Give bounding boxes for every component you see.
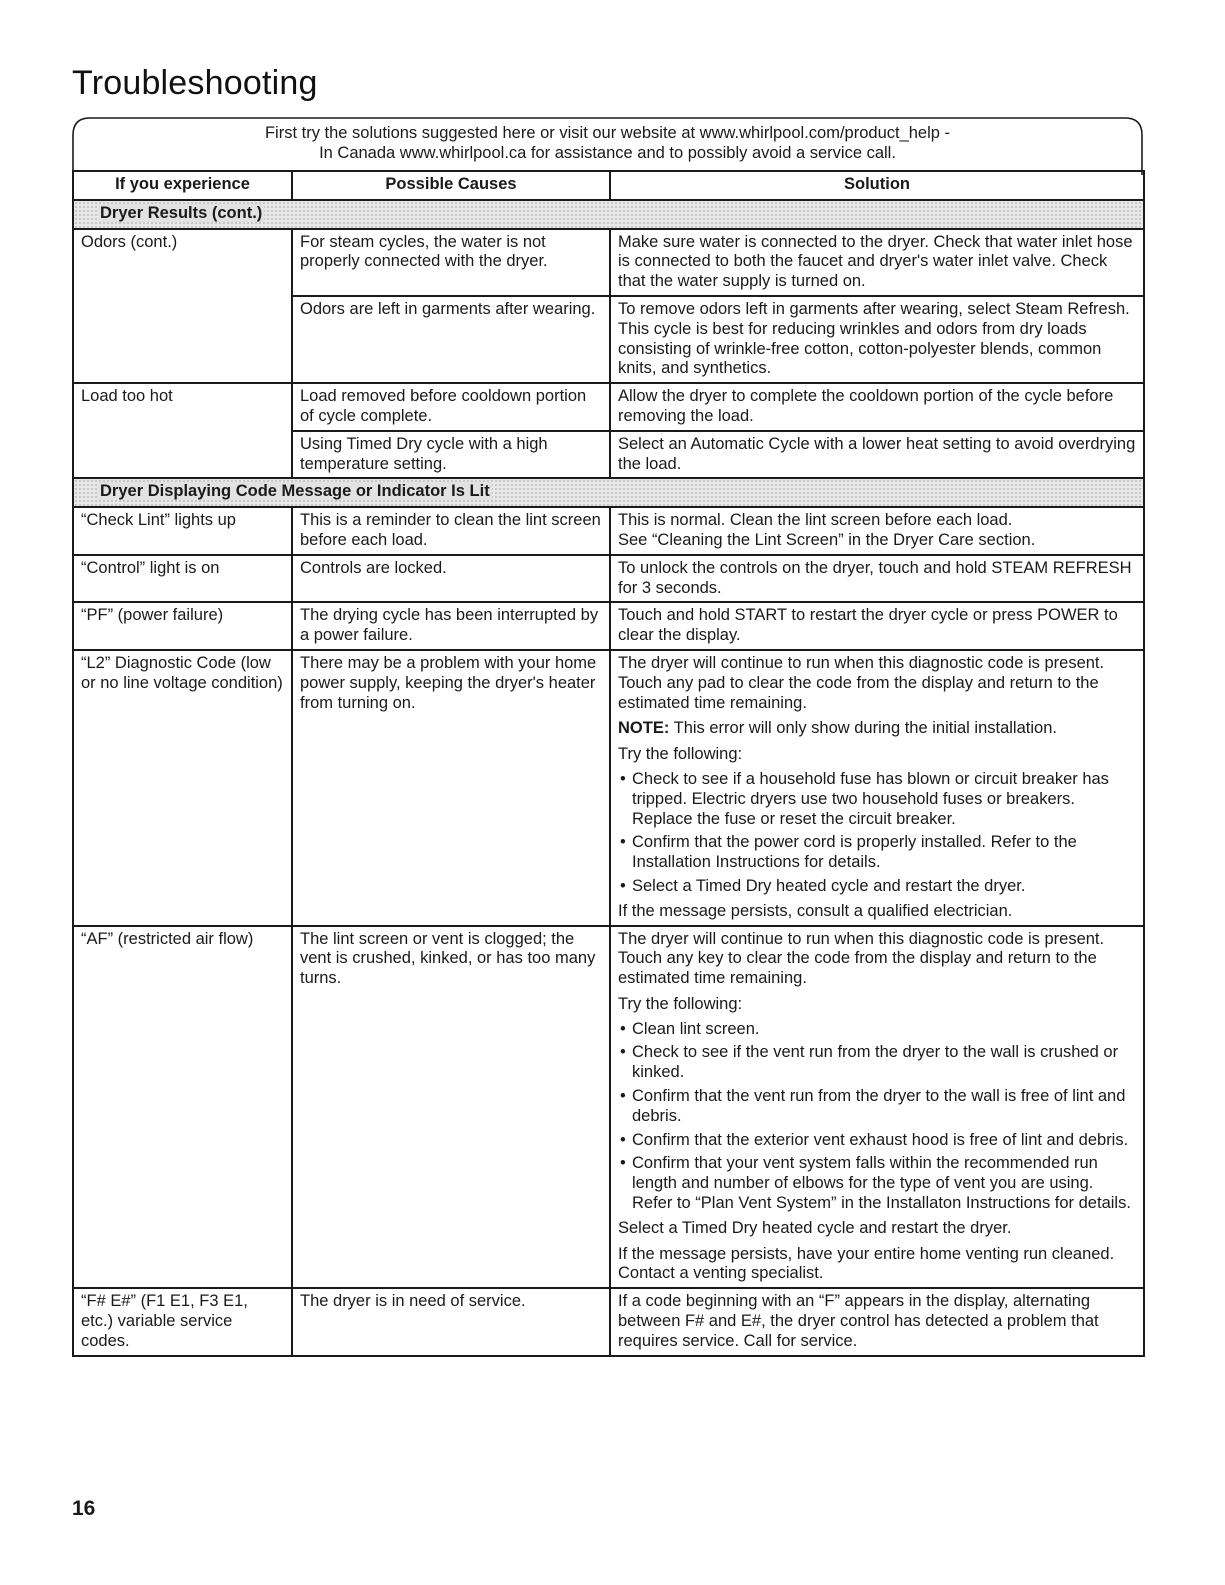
list-item: • Select a Timed Dry heated cycle and restart the dryer. [618, 877, 1136, 897]
list-item: • Confirm that your vent system falls within the recommended run length and number of elbows for the type of vent you are using. Refer to “Plan Vent System” in the Installaton Instructions for details. [618, 1154, 1136, 1213]
page-number: 16 [72, 1497, 96, 1520]
solution-line: This is normal. Clean the lint screen before each load. [618, 511, 1013, 530]
cause-cell: The lint screen or vent is clogged; the vent is crushed, kinked, or has too many turns. [292, 926, 610, 1289]
solution-cell: To remove odors left in garments after wearing, select Steam Refresh. This cycle is best for reducing wrinkles and odors from dry loads consisting of wrinkle-free cotton, cotton-polyester blends, common knits, and synthetics. [610, 296, 1144, 383]
solution-paragraph: Select a Timed Dry heated cycle and restart the dryer. [618, 1218, 1012, 1237]
symptom-cell-continued [73, 431, 292, 479]
table-row [73, 431, 1144, 479]
symptom-cell: “PF” (power failure) [73, 602, 292, 650]
solution-cell: Allow the dryer to complete the cooldown portion of the cycle before removing the load. [610, 383, 1144, 431]
intro-line-2: In Canada www.whirlpool.ca for assistance and to possibly avoid a service call. [319, 144, 896, 162]
table-row [73, 507, 1144, 555]
solution-paragraph: The dryer will continue to run when this diagnostic code is present. Touch any key to clear the code from the display and return to the estimated time remaining. [618, 929, 1105, 988]
table-row [73, 650, 1144, 926]
cause-cell: There may be a problem with your home power supply, keeping the dryer's heater from turning on. [292, 650, 610, 926]
solution-paragraph: The dryer will continue to run when this diagnostic code is present. Touch any pad to clear the code from the display and return to the estimated time remaining. [618, 653, 1105, 712]
solution-cell: If a code beginning with an “F” appears in the display, alternating between F# and E#, the dryer control has detected a problem that requires service. Call for service. [610, 1288, 1144, 1355]
table-row [73, 383, 1144, 431]
bullet-list [618, 1020, 1136, 1214]
list-item: • Clean lint screen. [618, 1020, 1136, 1040]
header-solution: Solution [610, 171, 1144, 200]
bullet-list [618, 770, 1136, 897]
cause-cell: Load removed before cooldown portion of cycle complete. [292, 383, 610, 431]
list-item: • Confirm that the exterior vent exhaust hood is free of lint and debris. [618, 1131, 1136, 1151]
list-item: • Confirm that the vent run from the dryer to the wall is free of lint and debris. [618, 1087, 1136, 1127]
cause-cell: The dryer is in need of service. [292, 1288, 610, 1355]
list-item: • Check to see if the vent run from the dryer to the wall is crushed or kinked. [618, 1043, 1136, 1083]
symptom-cell: “AF” (restricted air flow) [73, 926, 292, 1289]
try-following: Try the following: [618, 994, 743, 1013]
table-header-row [73, 171, 1144, 200]
symptom-cell: “Check Lint” lights up [73, 507, 292, 555]
solution-cell [610, 507, 1144, 555]
section-heading-code-message: Dryer Displaying Code Message or Indicator Is Lit [73, 478, 1144, 507]
symptom-cell: “L2” Diagnostic Code (low or no line voltage condition) [73, 650, 292, 926]
symptom-cell: Load too hot [73, 383, 292, 431]
section-row [73, 478, 1144, 507]
solution-cell: Touch and hold START to restart the dryer cycle or press POWER to clear the display. [610, 602, 1144, 650]
intro-text [72, 123, 1143, 163]
solution-cell: Select an Automatic Cycle with a lower heat setting to avoid overdrying the load. [610, 431, 1144, 479]
solution-cell: To unlock the controls on the dryer, touch and hold STEAM REFRESH for 3 seconds. [610, 555, 1144, 603]
cause-cell: Odors are left in garments after wearing. [292, 296, 610, 383]
symptom-cell: Odors (cont.) [73, 229, 292, 296]
troubleshooting-frame [72, 117, 1143, 1403]
header-causes: Possible Causes [292, 171, 610, 200]
table-row [73, 1288, 1144, 1355]
solution-cell [610, 650, 1144, 926]
note-text: This error will only show during the initial installation. [669, 719, 1057, 738]
list-item: • Confirm that the power cord is properly installed. Refer to the Installation Instructions for details. [618, 833, 1136, 873]
cause-cell: Using Timed Dry cycle with a high temperature setting. [292, 431, 610, 479]
symptom-cell-continued [73, 296, 292, 383]
table-row [73, 296, 1144, 383]
header-experience: If you experience [73, 171, 292, 200]
troubleshooting-table [72, 170, 1145, 1357]
section-row [73, 200, 1144, 229]
section-heading-dryer-results: Dryer Results (cont.) [73, 200, 1144, 229]
cause-cell: The drying cycle has been interrupted by a power failure. [292, 602, 610, 650]
symptom-cell: “Control” light is on [73, 555, 292, 603]
cause-cell: This is a reminder to clean the lint screen before each load. [292, 507, 610, 555]
solution-paragraph: If the message persists, consult a qualified electrician. [618, 901, 1013, 920]
solution-cell: Make sure water is connected to the dryer. Check that water inlet hose is connected to both the faucet and dryer's water inlet valve. Check that the water supply is turned on. [610, 229, 1144, 296]
try-following: Try the following: [618, 745, 743, 764]
cause-cell: For steam cycles, the water is not properly connected with the dryer. [292, 229, 610, 296]
table-row [73, 229, 1144, 296]
solution-cell [610, 926, 1144, 1289]
note-paragraph [618, 719, 1136, 739]
solution-paragraph: If the message persists, have your entire home venting run cleaned. Contact a venting specialist. [618, 1244, 1115, 1283]
table-row [73, 555, 1144, 603]
intro-line-1: First try the solutions suggested here or visit our website at www.whirlpool.com/product_help - [264, 124, 951, 142]
cause-cell: Controls are locked. [292, 555, 610, 603]
symptom-cell: “F# E#” (F1 E1, F3 E1, etc.) variable service codes. [73, 1288, 292, 1355]
table-row [73, 926, 1144, 1289]
solution-line: See “Cleaning the Lint Screen” in the Dryer Care section. [618, 530, 1036, 549]
table-row [73, 602, 1144, 650]
note-label: NOTE: [618, 719, 670, 738]
page-title: Troubleshooting [72, 64, 318, 102]
list-item: • Check to see if a household fuse has blown or circuit breaker has tripped. Electric dryers use two household fuses or breakers. Replace the fuse or reset the circuit breaker. [618, 770, 1136, 829]
